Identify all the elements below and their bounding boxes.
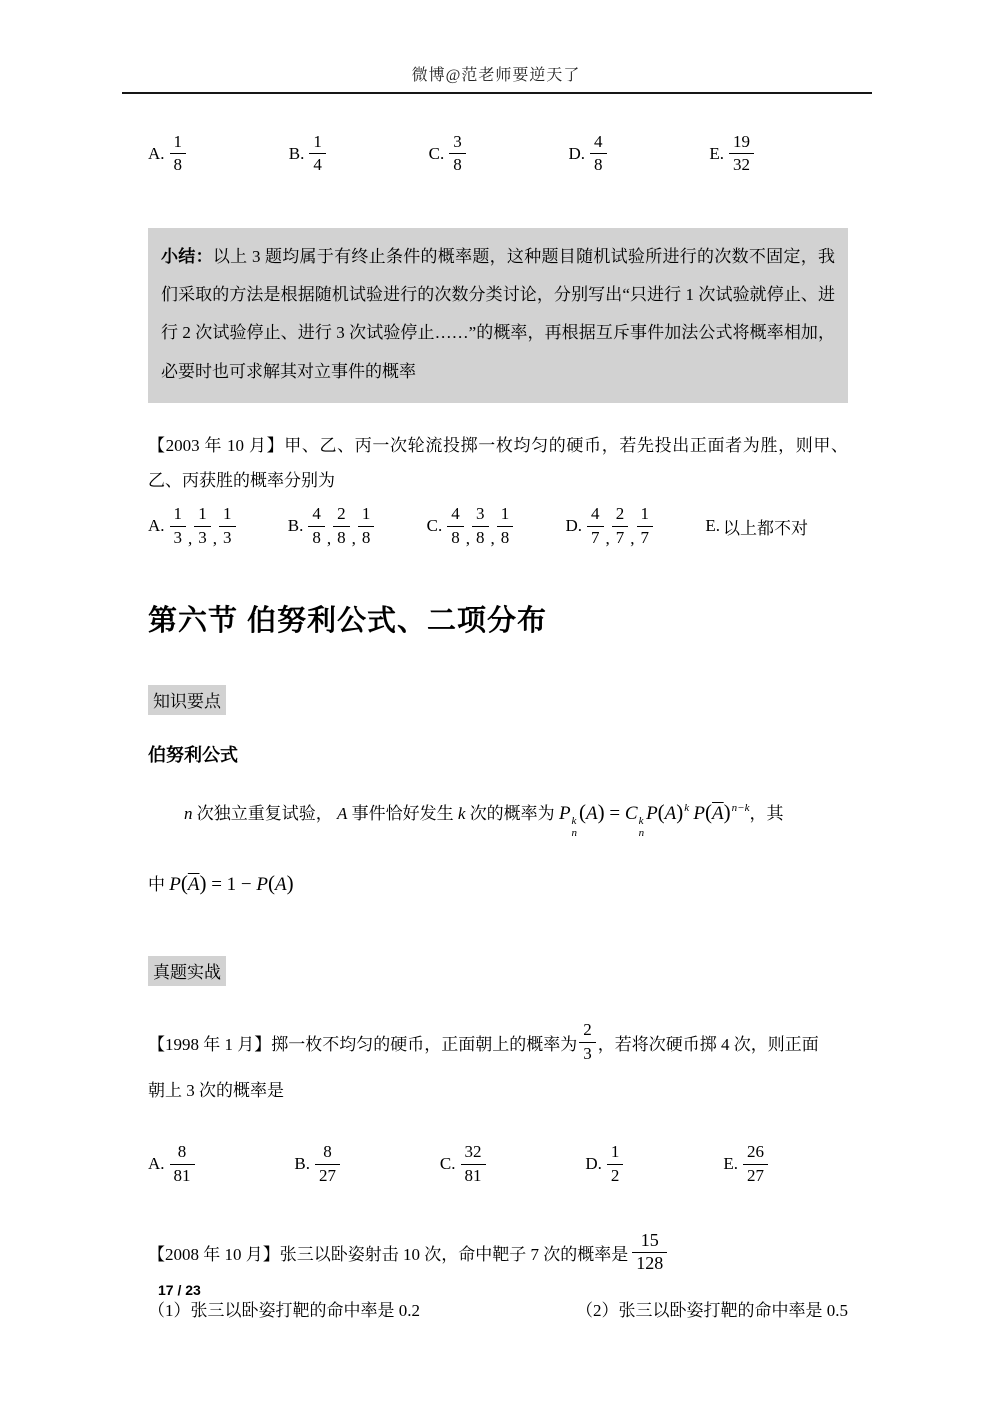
comma: ,: [605, 528, 610, 548]
page-number: 17 / 23: [158, 1282, 201, 1298]
fraction: $\frac{3}{8}$: [472, 504, 489, 548]
fraction: $\frac{15}{128}$: [632, 1230, 667, 1274]
practice-label: 真题实战: [148, 956, 226, 986]
practice-block: [148, 910, 848, 986]
option-e: [705, 514, 808, 539]
comma: ,: [630, 528, 635, 548]
options-row-1998: [148, 1142, 770, 1186]
suboption-2: （2）张三以卧姿打靶的命中率是 0.5: [576, 1301, 848, 1321]
question-2008-suboptions: [148, 1296, 848, 1321]
page-header-title: 微博@范老师要逆天了: [411, 67, 581, 84]
fraction: $\frac{4}{7}$: [587, 504, 604, 548]
section-title: 第六节 伯努利公式、二项分布: [148, 605, 548, 638]
fraction: $\frac{1}{3}$: [194, 504, 211, 548]
comma: ,: [351, 528, 356, 548]
knowledge-block: [148, 639, 848, 910]
fraction: $\frac{4}{8}$: [590, 132, 607, 176]
option-c: [429, 132, 468, 176]
options-row-previous: [148, 132, 756, 176]
option-label: E.: [709, 143, 724, 163]
fraction: $\frac{1}{3}$: [170, 504, 187, 548]
knowledge-label: 知识要点: [148, 685, 226, 715]
option-b: [289, 132, 328, 176]
option-label: A.: [148, 1154, 165, 1174]
fraction: $\frac{19}{32}$: [729, 132, 754, 176]
option-label: E.: [723, 1154, 738, 1174]
fraction: $\frac{2}{8}$: [333, 504, 350, 548]
page-content: [0, 132, 992, 1321]
option-label: C.: [426, 516, 443, 536]
option-e: [723, 1142, 770, 1186]
fraction: $\frac{1}{2}$: [607, 1142, 624, 1186]
option-a: [148, 504, 238, 548]
option-label: A.: [148, 143, 165, 163]
option-b: [288, 504, 377, 548]
option-a: [148, 132, 188, 176]
option-label: D.: [568, 143, 586, 163]
fraction: $\frac{1}{4}$: [309, 132, 326, 176]
option-d: [566, 504, 656, 548]
comma: ,: [188, 528, 193, 548]
fraction: $\frac{1}{8}$: [497, 504, 514, 548]
summary-label: 小结：: [161, 246, 213, 266]
option-label: D.: [565, 516, 583, 536]
option-a: [148, 1142, 197, 1186]
comma: ,: [326, 528, 332, 548]
option-label: C.: [439, 1154, 456, 1174]
option-text: 以上都不对: [722, 518, 808, 538]
option-label: B.: [288, 143, 305, 163]
header-rule: [122, 92, 872, 94]
question-1998-line1: 【1998 年 1 月】掷一枚不均匀的硬币，正面朝上的概率为 $\frac{2}{3}$ ，若将次硬币掷 4 次，则正面: [148, 1020, 819, 1063]
question-1998-line2: 朝上 3 次的概率是: [148, 1081, 284, 1101]
comma: ,: [212, 528, 218, 548]
fraction: $\frac{4}{8}$: [447, 504, 464, 548]
option-label: B.: [294, 1154, 311, 1174]
question-2008-stem: 【2008 年 10 月】张三以卧姿射击 10 次，命中靶子 7 次的概率是 $\frac{15}{128}$: [148, 1230, 848, 1274]
option-c: [427, 504, 516, 548]
summary-box: [148, 228, 848, 403]
fraction: $\frac{32}{81}$: [461, 1142, 486, 1186]
fraction: $\frac{8}{81}$: [170, 1142, 195, 1186]
option-label: D.: [585, 1154, 602, 1174]
options-row-2003: [148, 504, 808, 548]
fraction: $\frac{2}{3}$: [579, 1020, 596, 1064]
fraction: $\frac{1}{3}$: [219, 504, 236, 548]
bernoulli-formula-line2: 中 $P(\overline{A}) = 1 - P(A)$: [148, 870, 294, 895]
fraction: $\frac{26}{27}$: [743, 1142, 768, 1186]
option-d: [585, 1142, 625, 1186]
suboption-1: （1）张三以卧姿打靶的命中率是 0.2: [148, 1301, 420, 1321]
bernoulli-subheading: 伯努利公式: [148, 745, 238, 766]
fraction: $\frac{1}{8}$: [358, 504, 375, 548]
fraction: $\frac{4}{8}$: [308, 504, 325, 548]
option-label: A.: [148, 516, 165, 536]
option-label: E.: [705, 516, 720, 536]
option-label: B.: [287, 516, 304, 536]
option-d: [569, 132, 609, 176]
fraction: $\frac{3}{8}$: [449, 132, 466, 176]
summary-text: 以上 3 题均属于有终止条件的概率题，这种题目随机试验所进行的次数不固定，我们采取的方法是根据随机试验进行的次数分类讨论，分别写出“只进行 1 次试验就停止、进行 2 次试验停止、进行 3 次试验停止……”的概率，再根据互斥事件加法公式将概率相加，必要时也可求解其对立事件的概率: [161, 246, 836, 381]
bernoulli-formula-line1: n 次独立重复试验， A 事件恰好发生 k 次的概率为 P k n (A) = C k n $P(A)^k$ $P(\overline{A})^{n-k}$，其: [184, 800, 784, 840]
option-b: [294, 1142, 342, 1186]
fraction: $\frac{1}{8}$: [170, 132, 187, 176]
comma: ,: [465, 528, 470, 548]
fraction: $\frac{2}{7}$: [612, 504, 629, 548]
fraction: $\frac{1}{7}$: [637, 504, 654, 548]
comma: ,: [490, 528, 495, 548]
fraction: $\frac{8}{27}$: [315, 1142, 340, 1186]
question-2003-stem: 【2003 年 10 月】甲、乙、丙一次轮流投掷一枚均匀的硬币，若先投出正面者为胜，则甲、乙、丙获胜的概率分别为: [148, 435, 848, 490]
option-c: [440, 1142, 488, 1186]
option-e: [709, 132, 756, 176]
option-label: C.: [428, 143, 445, 163]
